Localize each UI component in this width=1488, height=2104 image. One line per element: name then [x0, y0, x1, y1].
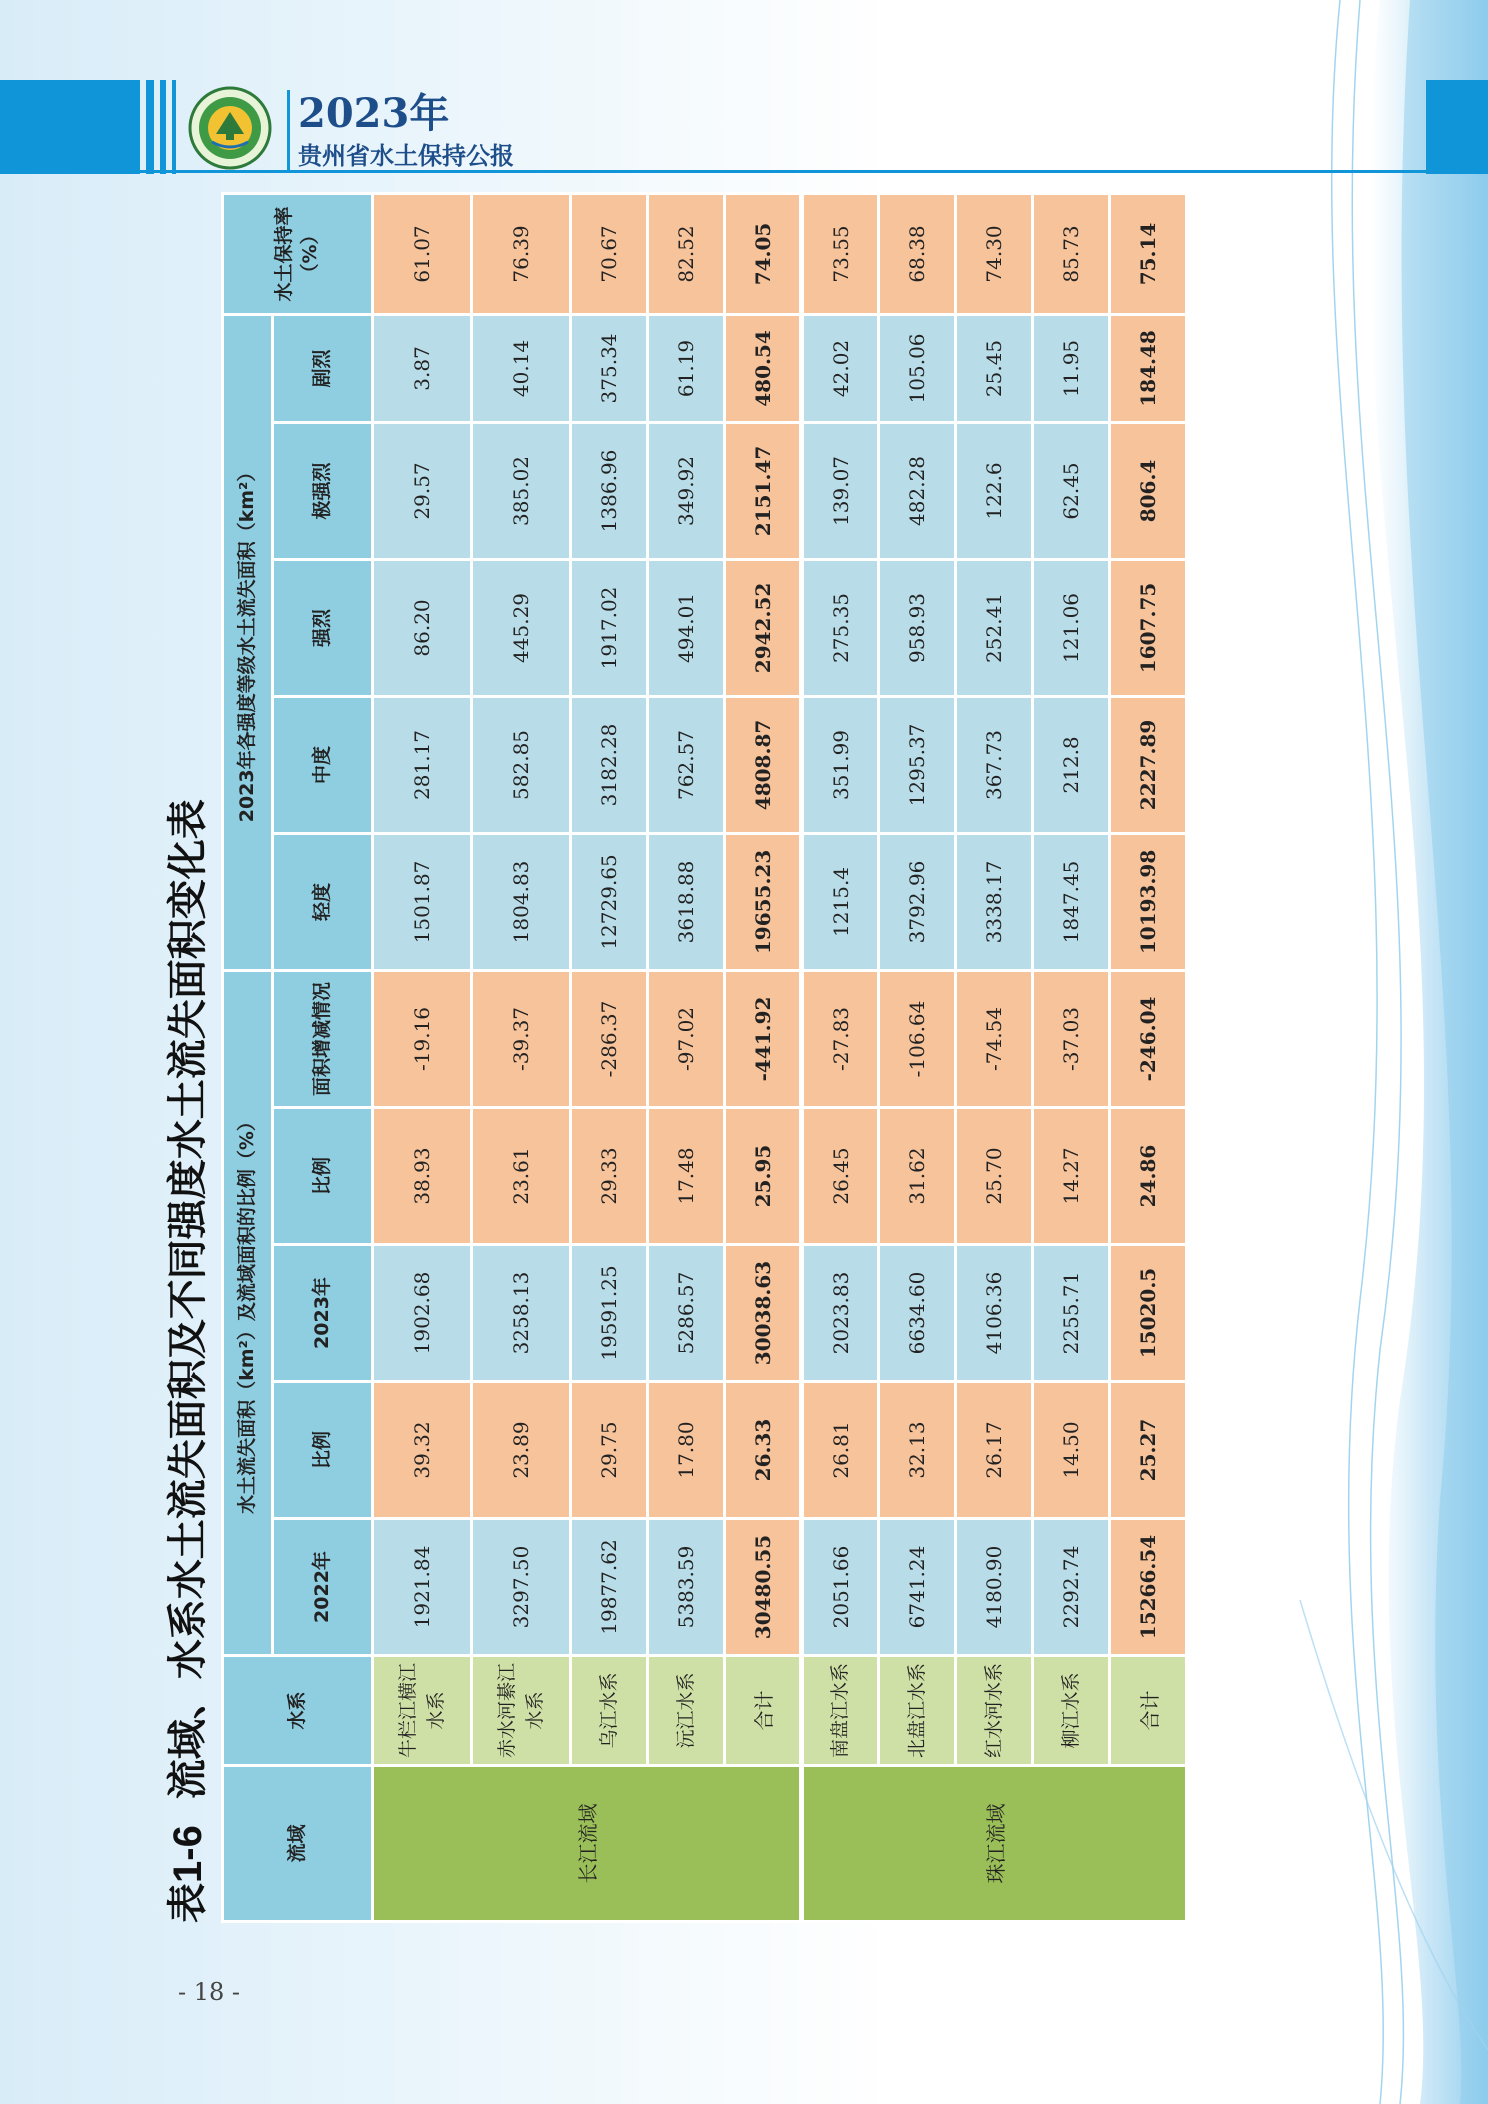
area-change-cell: -37.03 — [1033, 970, 1110, 1107]
moderate-cell: 367.73 — [956, 696, 1033, 833]
ratio-2023-cell: 23.61 — [472, 1108, 571, 1245]
soil-conservation-logo-icon — [188, 86, 272, 170]
retention-rate-cell: 68.38 — [879, 193, 956, 314]
col-header-system: 水系 — [223, 1656, 373, 1766]
header-rule — [0, 170, 1488, 173]
very-strong-cell: 29.57 — [373, 422, 472, 559]
moderate-cell: 281.17 — [373, 696, 472, 833]
very-strong-cell: 806.4 — [1110, 422, 1187, 559]
very-strong-cell: 2151.47 — [725, 422, 802, 559]
very-strong-cell: 122.6 — [956, 422, 1033, 559]
moderate-cell: 2227.89 — [1110, 696, 1187, 833]
col-header-moderate: 中度 — [273, 696, 373, 833]
table-total-row — [1110, 193, 1187, 1921]
area-2022-cell: 15266.54 — [1110, 1519, 1187, 1656]
total-label-cell: 合计 — [725, 1656, 802, 1766]
severe-cell: 480.54 — [725, 314, 802, 422]
retention-rate-cell: 82.52 — [648, 193, 725, 314]
header-stripe — [172, 80, 176, 174]
area-2023-cell: 15020.5 — [1110, 1245, 1187, 1382]
moderate-cell: 4808.87 — [725, 696, 802, 833]
area-2023-cell: 1902.68 — [373, 1245, 472, 1382]
strong-cell: 2942.52 — [725, 559, 802, 696]
system-cell: 柳江水系 — [1033, 1656, 1110, 1766]
moderate-cell: 762.57 — [648, 696, 725, 833]
very-strong-cell: 1386.96 — [571, 422, 648, 559]
header-subtitle: 贵州省水土保持公报 — [298, 142, 514, 170]
light-cell: 19655.23 — [725, 833, 802, 970]
ratio-2023-cell: 26.45 — [802, 1108, 879, 1245]
area-2022-cell: 4180.90 — [956, 1519, 1033, 1656]
ratio-2023-cell: 14.27 — [1033, 1108, 1110, 1245]
retention-rate-cell: 74.05 — [725, 193, 802, 314]
area-2022-cell: 1921.84 — [373, 1519, 472, 1656]
table-row — [802, 193, 879, 1921]
table-title — [158, 799, 218, 1923]
col-group-area: 水土流失面积（km²）及流域面积的比例（%） — [223, 970, 273, 1655]
header-year: 2023年 — [298, 90, 450, 137]
ratio-2022-cell: 25.27 — [1110, 1382, 1187, 1519]
strong-cell: 252.41 — [956, 559, 1033, 696]
col-header-ratio-2022: 比例 — [273, 1382, 373, 1519]
ratio-2022-cell: 23.89 — [472, 1382, 571, 1519]
area-2023-cell: 6634.60 — [879, 1245, 956, 1382]
severe-cell: 61.19 — [648, 314, 725, 422]
area-2022-cell: 5383.59 — [648, 1519, 725, 1656]
retention-rate-cell: 70.67 — [571, 193, 648, 314]
table-row — [1033, 193, 1110, 1921]
severe-cell: 184.48 — [1110, 314, 1187, 422]
ratio-2023-cell: 25.95 — [725, 1108, 802, 1245]
system-cell: 北盘江水系 — [879, 1656, 956, 1766]
area-change-cell: -74.54 — [956, 970, 1033, 1107]
erosion-area-table — [221, 192, 1188, 1923]
header-stripe — [160, 80, 166, 174]
header-stripe — [146, 80, 154, 174]
system-cell: 南盘江水系 — [802, 1656, 879, 1766]
ratio-2023-cell: 29.33 — [571, 1108, 648, 1245]
header-band — [0, 80, 140, 174]
basin-cell: 珠江流域 — [802, 1766, 1187, 1922]
col-header-change: 面积增减情况 — [273, 970, 373, 1107]
table-body — [373, 193, 1187, 1921]
light-cell: 3618.88 — [648, 833, 725, 970]
table-number: 表1-6 — [166, 1825, 210, 1923]
table-title-text: 流域、水系水土流失面积及不同强度水土流失面积变化表 — [165, 799, 211, 1800]
area-2023-cell: 3258.13 — [472, 1245, 571, 1382]
rotated-table-content — [158, 183, 1238, 1935]
retention-rate-cell: 85.73 — [1033, 193, 1110, 314]
area-2022-cell: 6741.24 — [879, 1519, 956, 1656]
col-header-ratio-2023: 比例 — [273, 1108, 373, 1245]
area-2022-cell: 2292.74 — [1033, 1519, 1110, 1656]
ratio-2022-cell: 32.13 — [879, 1382, 956, 1519]
system-cell: 乌江水系 — [571, 1656, 648, 1766]
ratio-2023-cell: 17.48 — [648, 1108, 725, 1245]
ratio-2022-cell: 26.33 — [725, 1382, 802, 1519]
col-group-intensity: 2023年各强度等级水土流失面积（km²） — [223, 314, 273, 970]
light-cell: 1804.83 — [472, 833, 571, 970]
col-header-2022: 2022年 — [273, 1519, 373, 1656]
severe-cell: 11.95 — [1033, 314, 1110, 422]
retention-rate-cell: 76.39 — [472, 193, 571, 314]
very-strong-cell: 349.92 — [648, 422, 725, 559]
retention-rate-cell: 74.30 — [956, 193, 1033, 314]
system-cell: 牛栏江横江水系 — [373, 1656, 472, 1766]
strong-cell: 121.06 — [1033, 559, 1110, 696]
strong-cell: 494.01 — [648, 559, 725, 696]
very-strong-cell: 385.02 — [472, 422, 571, 559]
col-header-2023: 2023年 — [273, 1245, 373, 1382]
table-row — [879, 193, 956, 1921]
area-2022-cell: 3297.50 — [472, 1519, 571, 1656]
area-change-cell: -27.83 — [802, 970, 879, 1107]
severe-cell: 3.87 — [373, 314, 472, 422]
ratio-2022-cell: 29.75 — [571, 1382, 648, 1519]
severe-cell: 375.34 — [571, 314, 648, 422]
retention-rate-cell: 73.55 — [802, 193, 879, 314]
total-label-cell: 合计 — [1110, 1656, 1187, 1766]
light-cell: 3338.17 — [956, 833, 1033, 970]
strong-cell: 86.20 — [373, 559, 472, 696]
area-change-cell: -97.02 — [648, 970, 725, 1107]
ratio-2022-cell: 17.80 — [648, 1382, 725, 1519]
table-row — [373, 193, 472, 1921]
header-row-1 — [223, 193, 273, 1921]
area-2023-cell: 2255.71 — [1033, 1245, 1110, 1382]
ratio-2022-cell: 26.81 — [802, 1382, 879, 1519]
moderate-cell: 351.99 — [802, 696, 879, 833]
light-cell: 10193.98 — [1110, 833, 1187, 970]
ratio-2023-cell: 25.70 — [956, 1108, 1033, 1245]
table-total-row — [725, 193, 802, 1921]
col-header-severe: 剧烈 — [273, 314, 373, 422]
area-2022-cell: 19877.62 — [571, 1519, 648, 1656]
strong-cell: 958.93 — [879, 559, 956, 696]
table-row — [571, 193, 648, 1921]
area-change-cell: -441.92 — [725, 970, 802, 1107]
col-header-light: 轻度 — [273, 833, 373, 970]
ratio-2023-cell: 38.93 — [373, 1108, 472, 1245]
light-cell: 12729.65 — [571, 833, 648, 970]
severe-cell: 25.45 — [956, 314, 1033, 422]
ratio-2023-cell: 31.62 — [879, 1108, 956, 1245]
page-header — [0, 80, 1488, 174]
table-row — [472, 193, 571, 1921]
light-cell: 1215.4 — [802, 833, 879, 970]
area-2023-cell: 30038.63 — [725, 1245, 802, 1382]
page-number: - 18 - — [178, 1978, 241, 2006]
col-header-basin: 流域 — [223, 1766, 373, 1922]
header-right-block — [1426, 80, 1488, 174]
moderate-cell: 1295.37 — [879, 696, 956, 833]
area-2022-cell: 2051.66 — [802, 1519, 879, 1656]
light-cell: 1501.87 — [373, 833, 472, 970]
area-change-cell: -19.16 — [373, 970, 472, 1107]
strong-cell: 1917.02 — [571, 559, 648, 696]
severe-cell: 42.02 — [802, 314, 879, 422]
strong-cell: 445.29 — [472, 559, 571, 696]
ratio-2023-cell: 24.86 — [1110, 1108, 1187, 1245]
light-cell: 1847.45 — [1033, 833, 1110, 970]
moderate-cell: 582.85 — [472, 696, 571, 833]
ratio-2022-cell: 39.32 — [373, 1382, 472, 1519]
moderate-cell: 212.8 — [1033, 696, 1110, 833]
retention-rate-cell: 61.07 — [373, 193, 472, 314]
strong-cell: 1607.75 — [1110, 559, 1187, 696]
system-cell: 沅江水系 — [648, 1656, 725, 1766]
very-strong-cell: 139.07 — [802, 422, 879, 559]
area-change-cell: -286.37 — [571, 970, 648, 1107]
light-cell: 3792.96 — [879, 833, 956, 970]
table-row — [956, 193, 1033, 1921]
col-header-very-strong: 极强烈 — [273, 422, 373, 559]
basin-cell: 长江流域 — [373, 1766, 802, 1922]
area-2022-cell: 30480.55 — [725, 1519, 802, 1656]
area-change-cell: -106.64 — [879, 970, 956, 1107]
strong-cell: 275.35 — [802, 559, 879, 696]
severe-cell: 105.06 — [879, 314, 956, 422]
system-cell: 赤水河綦江水系 — [472, 1656, 571, 1766]
area-change-cell: -39.37 — [472, 970, 571, 1107]
ratio-2022-cell: 14.50 — [1033, 1382, 1110, 1519]
col-header-retention: 水土保持率（%） — [223, 193, 373, 314]
header-divider — [287, 90, 290, 170]
area-2023-cell: 19591.25 — [571, 1245, 648, 1382]
area-change-cell: -246.04 — [1110, 970, 1187, 1107]
moderate-cell: 3182.28 — [571, 696, 648, 833]
area-2023-cell: 2023.83 — [802, 1245, 879, 1382]
area-2023-cell: 5286.57 — [648, 1245, 725, 1382]
ratio-2022-cell: 26.17 — [956, 1382, 1033, 1519]
very-strong-cell: 62.45 — [1033, 422, 1110, 559]
area-2023-cell: 4106.36 — [956, 1245, 1033, 1382]
severe-cell: 40.14 — [472, 314, 571, 422]
very-strong-cell: 482.28 — [879, 422, 956, 559]
system-cell: 红水河水系 — [956, 1656, 1033, 1766]
retention-rate-cell: 75.14 — [1110, 193, 1187, 314]
table-row — [648, 193, 725, 1921]
col-header-strong: 强烈 — [273, 559, 373, 696]
